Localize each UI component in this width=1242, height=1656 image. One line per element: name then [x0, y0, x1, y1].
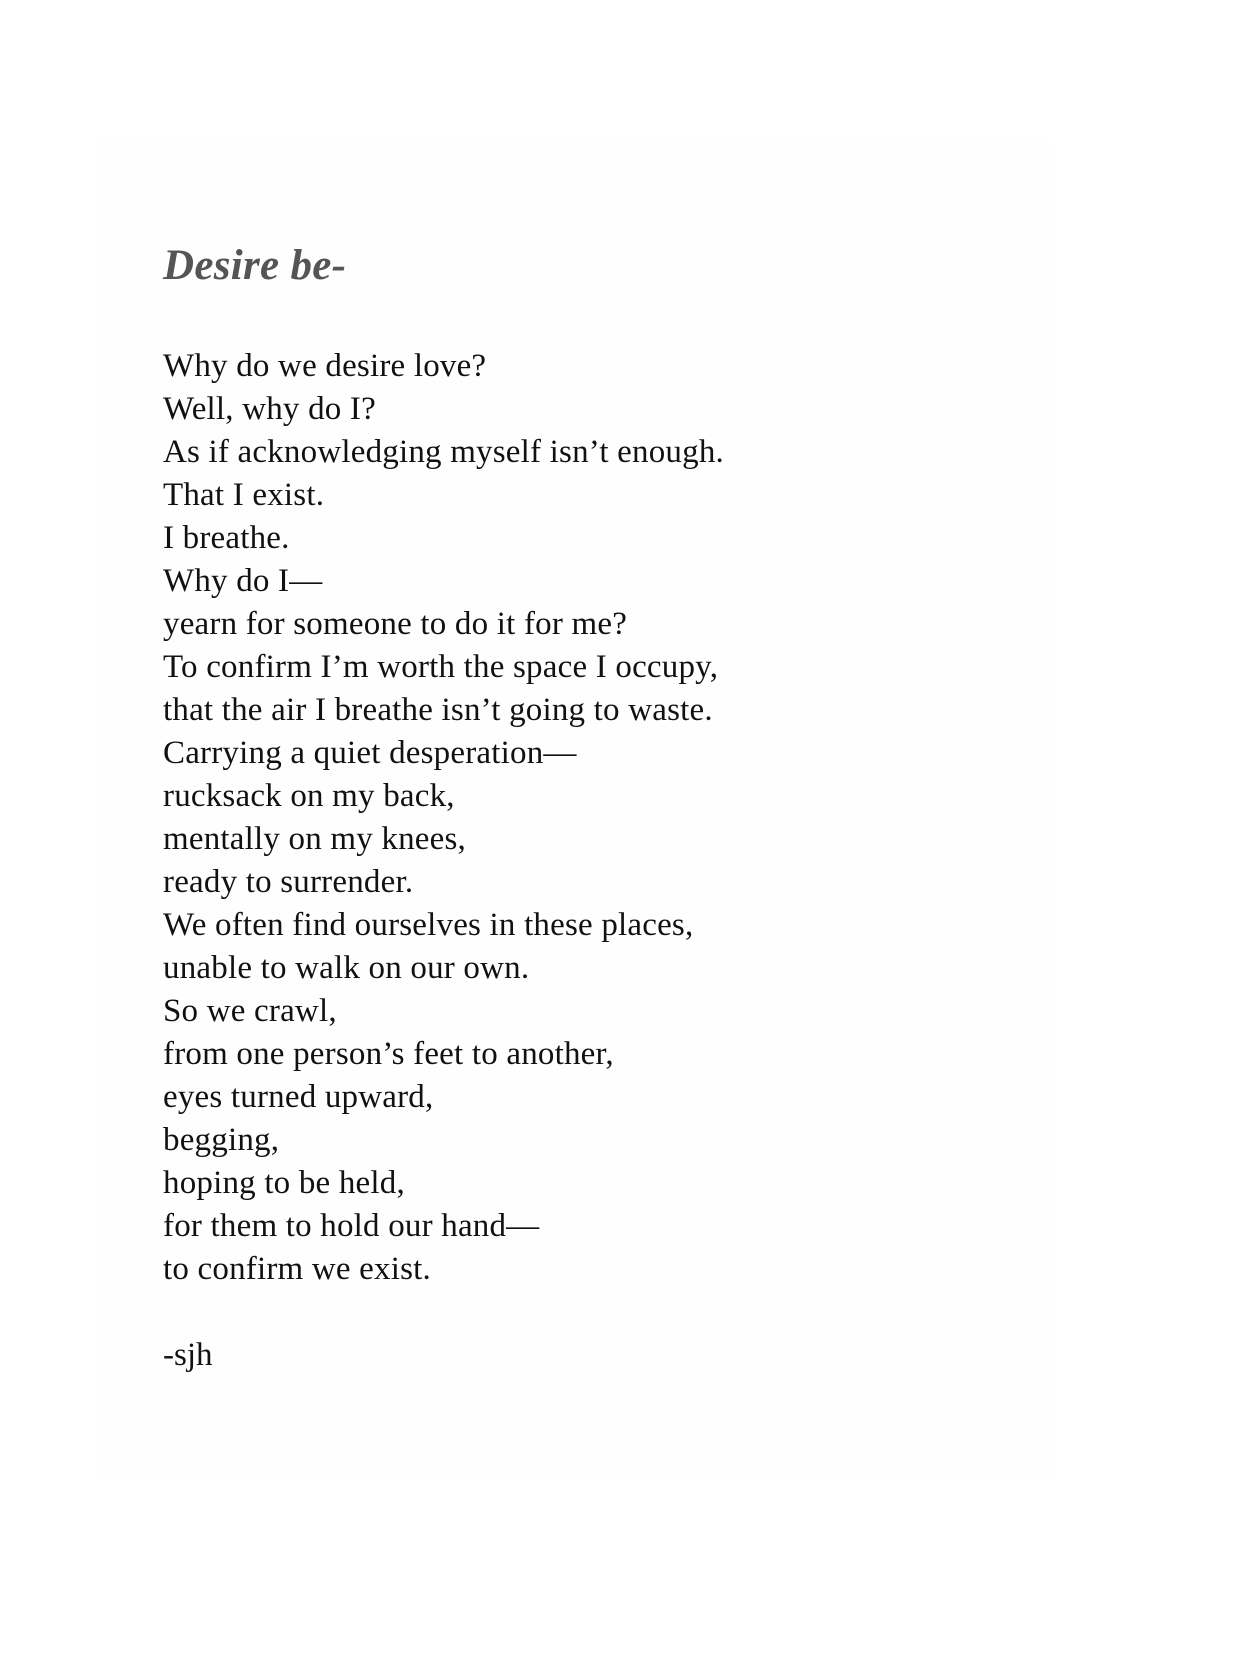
- poem-line: eyes turned upward,: [163, 1078, 434, 1115]
- poem-line: To confirm I’m worth the space I occupy,: [163, 648, 719, 685]
- poem-line: ready to surrender.: [163, 863, 414, 900]
- poem-line: that the air I breathe isn’t going to waste.: [163, 691, 713, 728]
- poem-line: yearn for someone to do it for me?: [163, 605, 628, 642]
- poem: [163, 240, 963, 1377]
- poem-line: for them to hold our hand—: [163, 1207, 540, 1244]
- poem-lines: [163, 345, 963, 1291]
- poem-line: from one person’s feet to another,: [163, 1035, 614, 1072]
- poem-line: I breathe.: [163, 519, 290, 556]
- poem-line: So we crawl,: [163, 992, 337, 1029]
- poem-line: Carrying a quiet desperation—: [163, 734, 577, 771]
- poem-title: Desire be-: [163, 242, 347, 289]
- poem-line: begging,: [163, 1121, 280, 1158]
- poem-line: Why do we desire love?: [163, 347, 487, 384]
- poem-signature: -sjh: [163, 1336, 213, 1373]
- poem-line: As if acknowledging myself isn’t enough.: [163, 433, 724, 470]
- poem-line: to confirm we exist.: [163, 1250, 431, 1287]
- poem-line: unable to walk on our own.: [163, 949, 530, 986]
- poem-line: Well, why do I?: [163, 390, 376, 427]
- poem-line: Why do I—: [163, 562, 323, 599]
- poem-line: We often find ourselves in these places,: [163, 906, 694, 943]
- poem-line: mentally on my knees,: [163, 820, 466, 857]
- poem-line: That I exist.: [163, 476, 325, 513]
- poem-line: rucksack on my back,: [163, 777, 455, 814]
- poem-line: hoping to be held,: [163, 1164, 405, 1201]
